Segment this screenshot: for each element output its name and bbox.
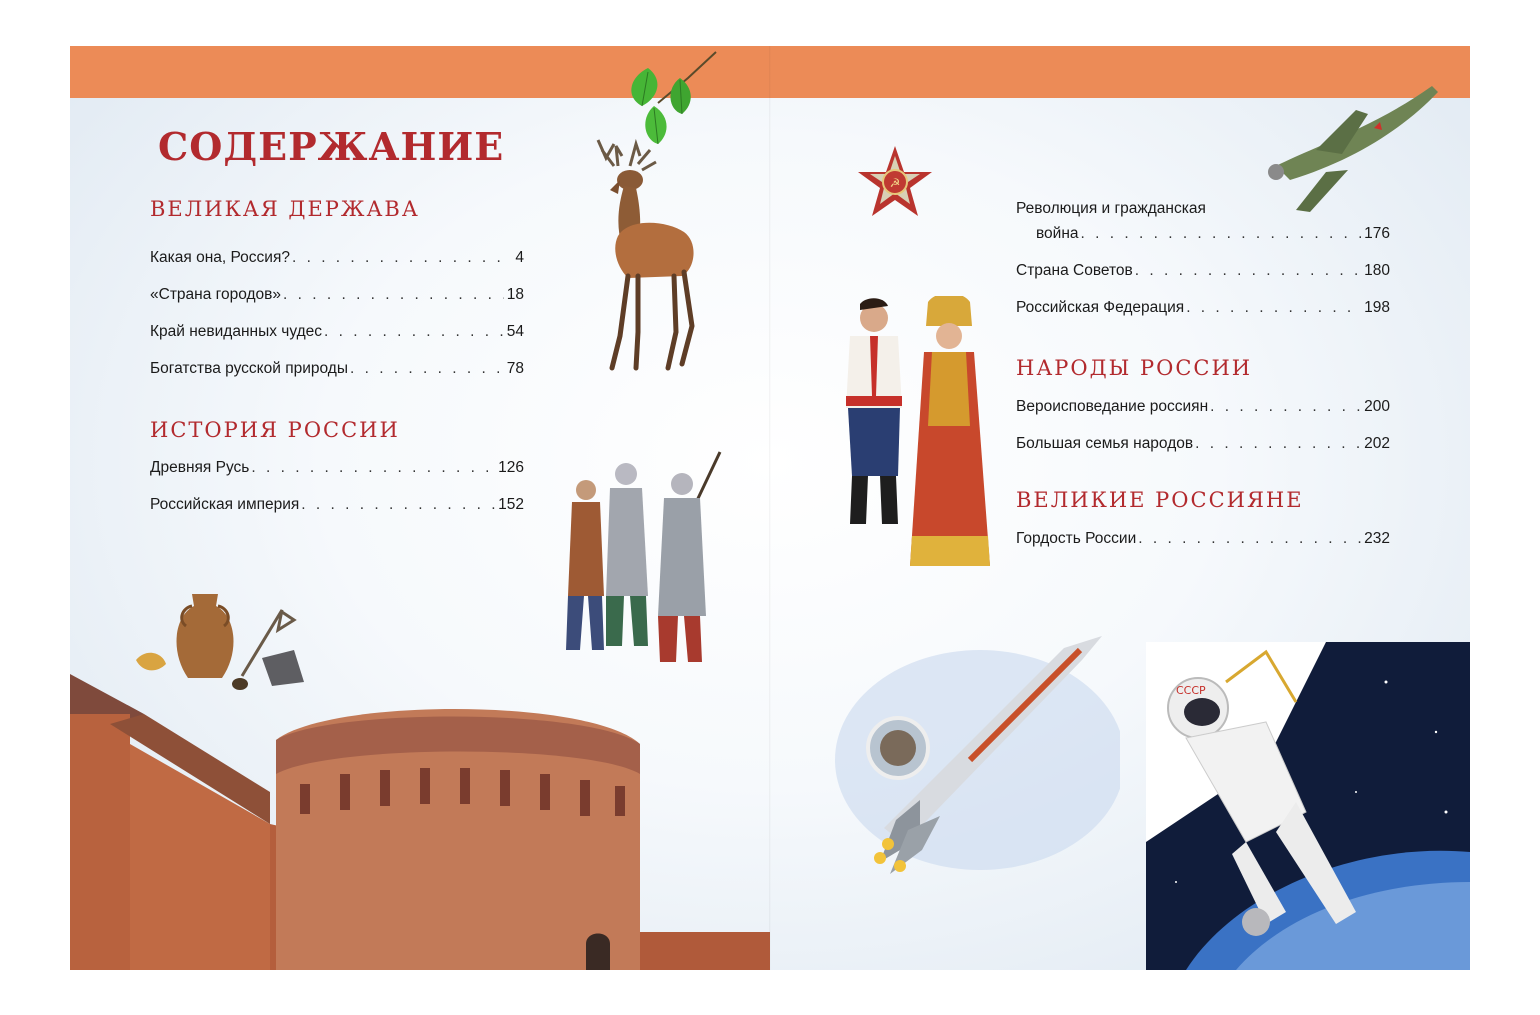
toc-entry[interactable]: Вероисповедание россиян . . . 200 <box>1016 399 1390 415</box>
toc-entry[interactable]: война . . . 176 <box>1036 226 1390 242</box>
folk-costume-couple-illustration <box>832 296 996 586</box>
toc-entry[interactable]: Гордость России . . . 232 <box>1016 531 1390 547</box>
section-heading-great-russians: ВЕЛИКИЕ РОССИЯНЕ <box>1016 488 1304 512</box>
toc-entry[interactable]: Древняя Русь . . . 126 <box>150 460 524 476</box>
toc-entry-first-line: Революция и гражданская <box>1016 200 1206 217</box>
deer-illustration <box>558 136 708 376</box>
svg-text:☭: ☭ <box>889 176 901 190</box>
fighter-plane-illustration <box>1256 80 1442 216</box>
section-heading-peoples: НАРОДЫ РОССИИ <box>1016 356 1253 380</box>
cccp-helmet-label: СССР <box>1176 684 1206 697</box>
page-title: СОДЕРЖАНИЕ <box>158 124 505 169</box>
space-astronaut-illustration <box>1146 642 1470 970</box>
toc-entry[interactable]: Большая семья народов . . . 202 <box>1016 436 1390 452</box>
toc-entry[interactable]: «Страна городов» . . . 18 <box>150 287 524 303</box>
book-spread <box>70 46 1470 970</box>
toc-entry[interactable]: Край невиданных чудес . . . 54 <box>150 324 524 340</box>
toc-entry[interactable]: Российская Федерация . . . 198 <box>1016 300 1390 316</box>
section-heading-great-power: ВЕЛИКАЯ ДЕРЖАВА <box>150 197 420 221</box>
warriors-illustration <box>546 446 730 672</box>
fortress-wall-illustration <box>70 674 770 970</box>
toc-entry[interactable]: Богатства русской природы . . . 78 <box>150 361 524 377</box>
section-heading-history: ИСТОРИЯ РОССИИ <box>150 418 400 442</box>
toc-entry[interactable]: Российская империя . . . 152 <box>150 497 524 513</box>
rocket-illustration <box>830 630 1120 890</box>
toc-entry[interactable]: Какая она, Россия? . . . 4 <box>150 250 524 266</box>
toc-entry[interactable]: Страна Советов . . . 180 <box>1016 263 1390 279</box>
order-medal-illustration <box>850 144 940 224</box>
